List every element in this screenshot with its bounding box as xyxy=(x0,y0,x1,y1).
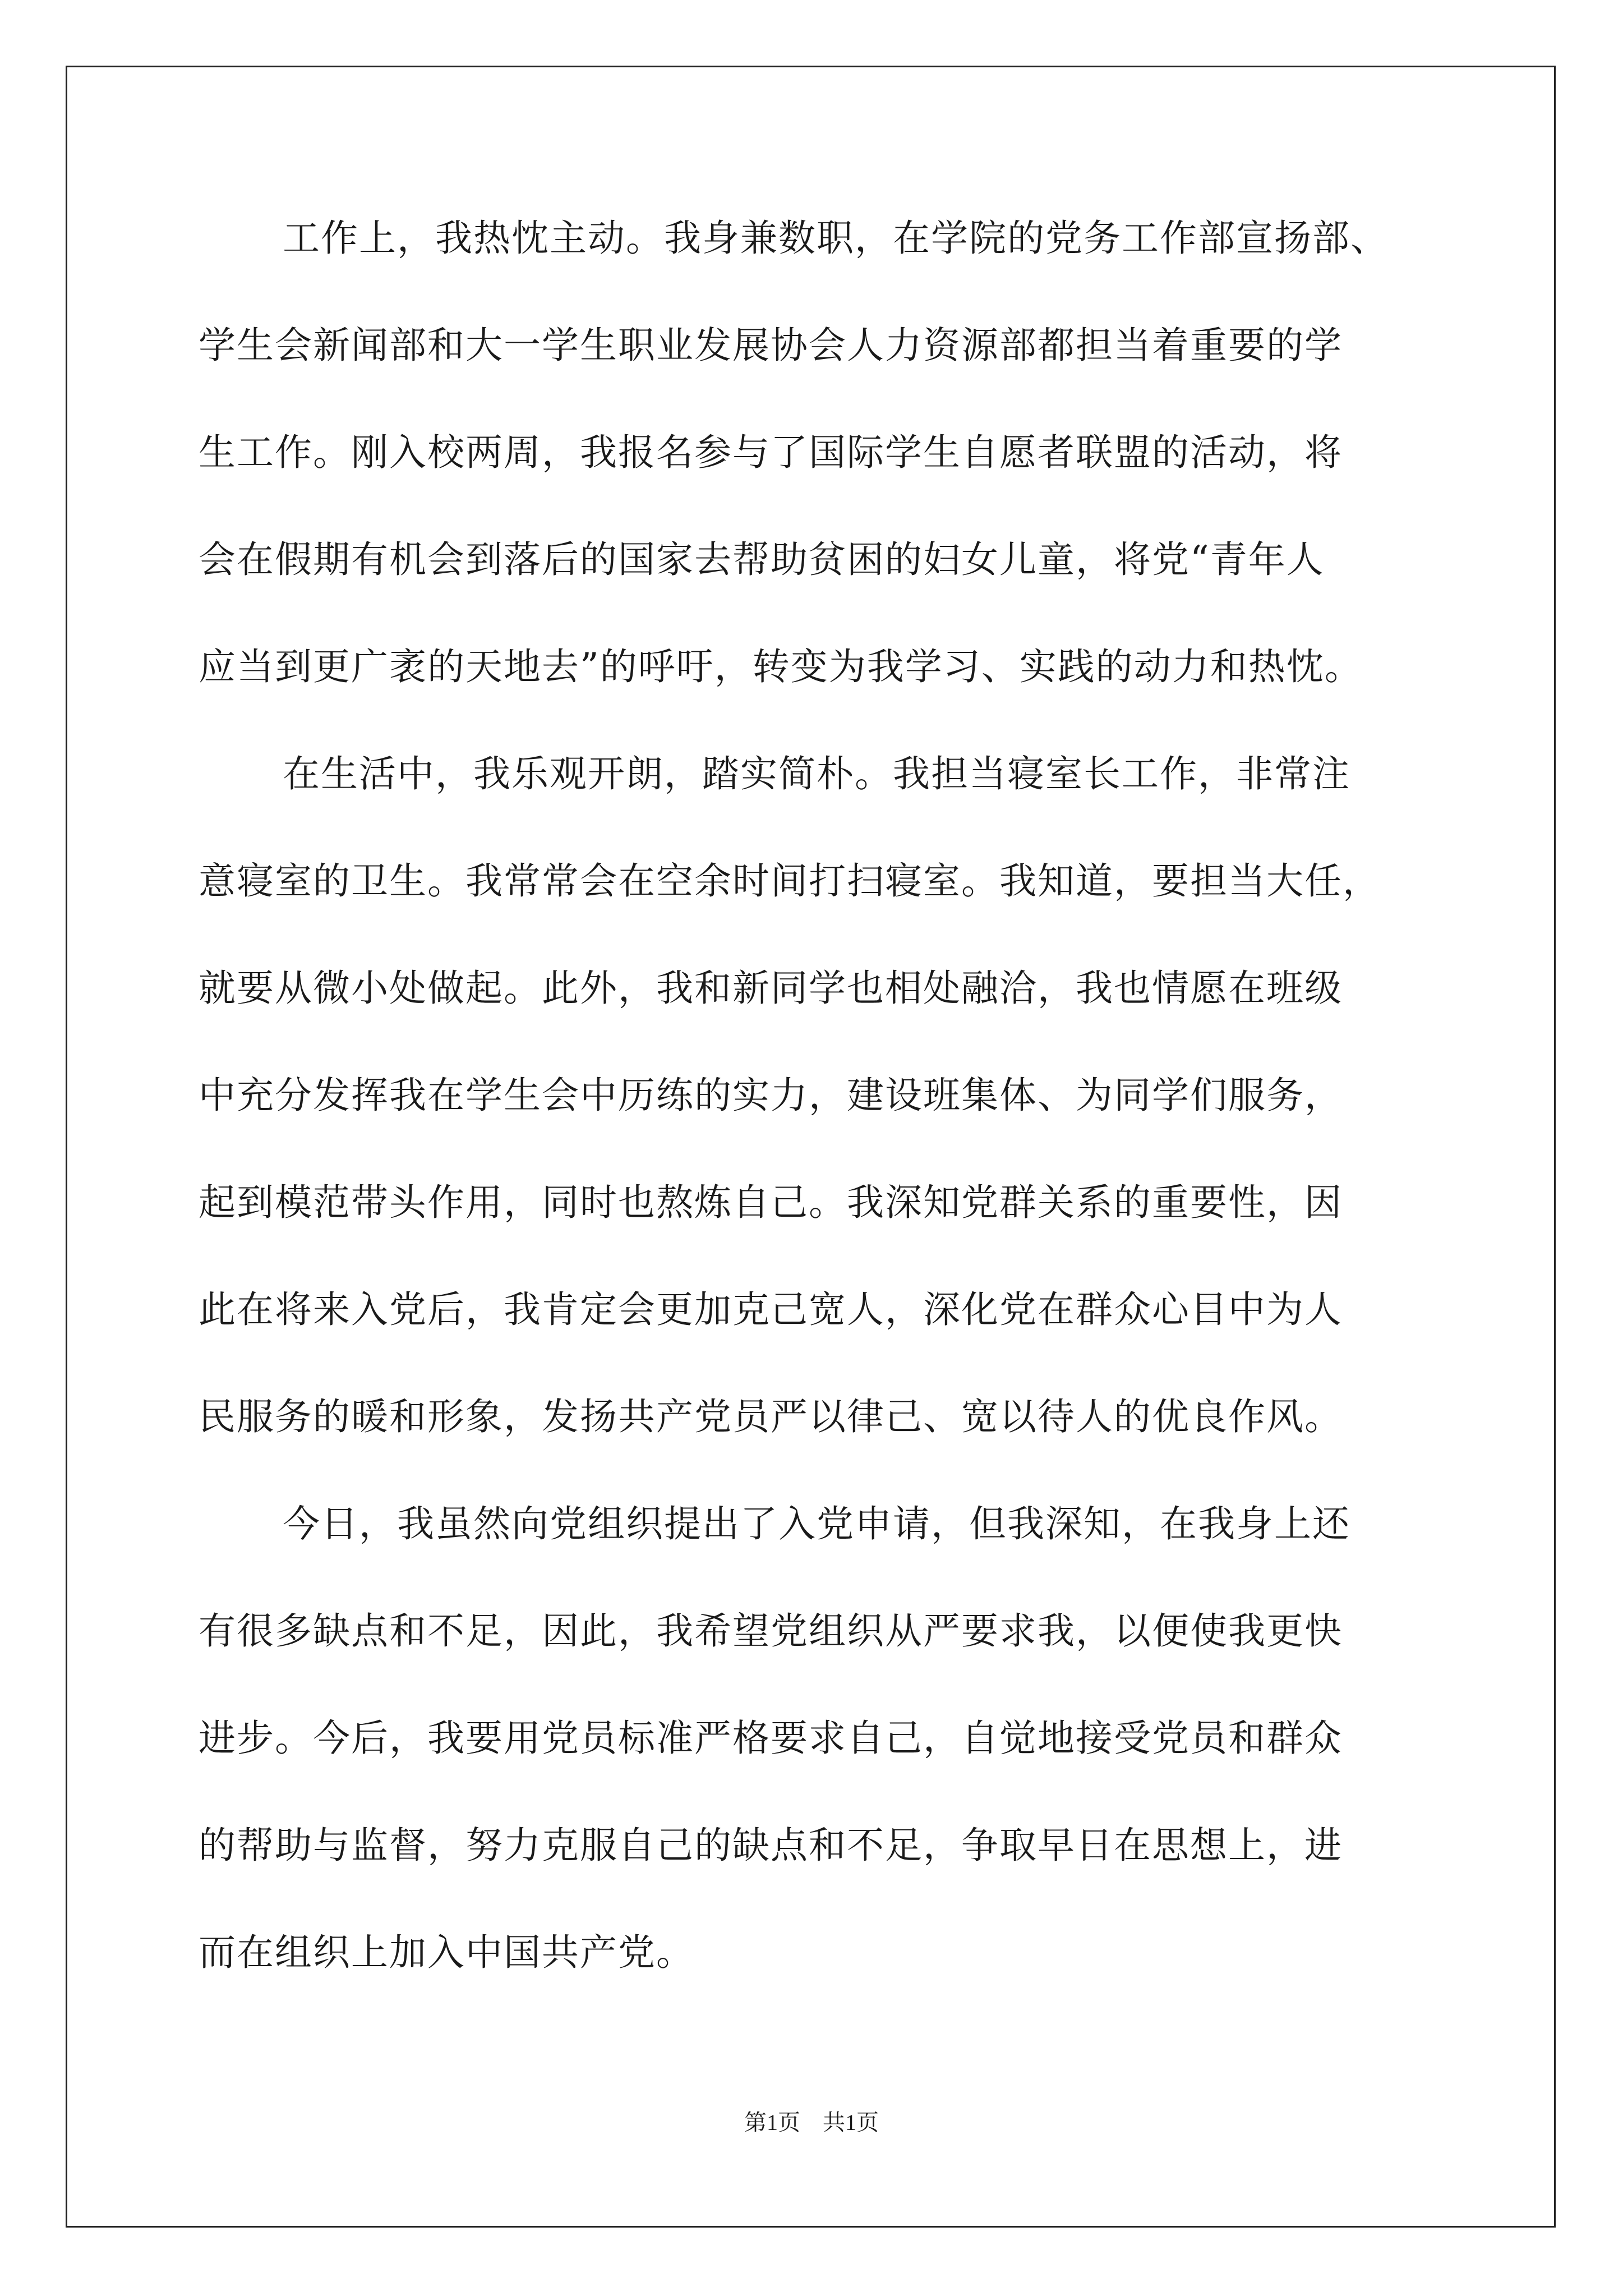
paragraph-line: 而在组织上加入中国共产党。 xyxy=(199,1931,694,1974)
page-number-footer: 第1页 共1页 xyxy=(744,2110,879,2135)
paragraph-line: 有很多缺点和不足，因此，我希望党组织从严要求我，以便使我更快 xyxy=(199,1609,1343,1653)
paragraph-line: 就要从微小处做起。此外，我和新同学也相处融洽，我也情愿在班级 xyxy=(199,967,1343,1010)
paragraph-line: 在生活中，我乐观开朗，踏实简朴。我担当寝室长工作，非常注 xyxy=(283,752,1350,795)
paragraph-line: 生工作。刚入校两周，我报名参与了国际学生自愿者联盟的活动，将 xyxy=(199,431,1343,474)
paragraph-line: 起到模范带头作用，同时也熬炼自己。我深知党群关系的重要性，因 xyxy=(199,1181,1343,1224)
paragraph-line: 今日，我虽然向党组织提出了入党申请，但我深知，在我身上还 xyxy=(283,1502,1350,1545)
paragraph-line: 的帮助与监督，努力克服自己的缺点和不足，争取早日在思想上，进 xyxy=(199,1824,1343,1867)
paragraph-line: 会在假期有机会到落后的国家去帮助贫困的妇女儿童，将党“青年人 xyxy=(199,538,1325,581)
paragraph-line: 意寝室的卫生。我常常会在空余时间打扫寝室。我知道，要担当大任， xyxy=(199,859,1381,903)
paragraph-line: 学生会新闻部和大一学生职业发展协会人力资源部都担当着重要的学 xyxy=(199,324,1343,367)
paragraph-line: 民服务的暖和形象，发扬共产党员严以律己、宽以待人的优良作风。 xyxy=(199,1395,1343,1438)
paragraph-line: 中充分发挥我在学生会中历练的实力，建设班集体、为同学们服务， xyxy=(199,1074,1343,1117)
paragraph-line: 应当到更广袤的天地去”的呼吁，转变为我学习、实践的动力和热忱。 xyxy=(199,645,1363,688)
paragraph-line: 进步。今后，我要用党员标准严格要求自己，自觉地接受党员和群众 xyxy=(199,1717,1343,1760)
paragraph-line: 此在将来入党后，我肯定会更加克己宽人，深化党在群众心目中为人 xyxy=(199,1288,1343,1331)
paragraph-line: 工作上，我热忱主动。我身兼数职，在学院的党务工作部宣扬部、 xyxy=(283,217,1389,260)
page-border xyxy=(66,66,1556,2228)
